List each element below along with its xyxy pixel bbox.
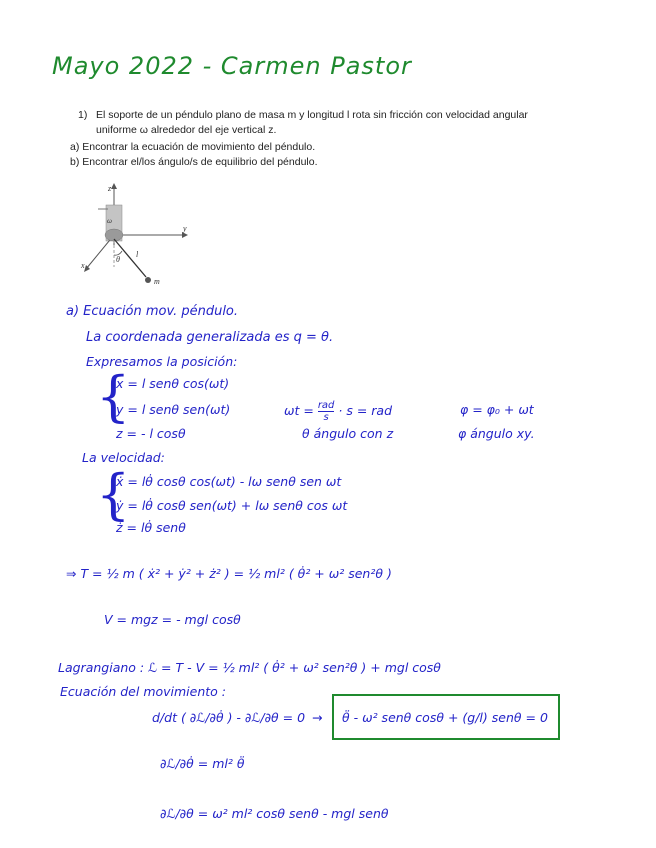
- position-intro: Expresamos la posición:: [86, 354, 238, 369]
- note-wt-num: rad: [317, 400, 335, 411]
- lagrangian: Lagrangiano : ℒ = T - V = ½ ml² ( θ̇² + ω² sen²θ ) + mgl cosθ: [58, 660, 441, 675]
- potential-energy: V = mgz = - mgl cosθ: [104, 612, 241, 627]
- euler-lagrange-equation: d/dt ( ∂ℒ/∂θ̇ ) - ∂ℒ/∂θ = 0: [152, 710, 306, 725]
- partial-l-thetadot: ∂ℒ/∂θ̇ = ml² θ̈: [160, 756, 245, 771]
- velocity-intro: La velocidad:: [82, 450, 165, 465]
- omega-label: ω: [107, 217, 112, 225]
- note-phi-angle: φ ángulo xy.: [458, 426, 535, 441]
- position-brace: {: [96, 365, 131, 428]
- l-label: l: [136, 250, 139, 259]
- pendulum-mass: [145, 277, 151, 283]
- note-wt-b: · s = rad: [338, 403, 393, 418]
- x-arrow-icon: [84, 265, 90, 272]
- partial-l-theta: ∂ℒ/∂θ = ω² ml² cosθ senθ - mgl senθ: [160, 806, 389, 821]
- z-label: z: [108, 184, 112, 193]
- section-a-heading: a) Ecuación mov. péndulo.: [66, 304, 239, 319]
- arrow-icon: →: [312, 710, 323, 725]
- velocity-z: ż = lθ̇ senθ: [116, 520, 186, 535]
- problem-part-a: a) Encontrar la ecuación de movimiento del péndulo.: [70, 141, 316, 153]
- pendulum-figure: [78, 183, 198, 293]
- problem-line-1: El soporte de un péndulo plano de masa m y longitud l rota sin fricción con velocidad angular: [96, 109, 528, 121]
- y-label: y: [183, 224, 187, 233]
- problem-part-b: b) Encontrar el/los ángulo/s de equilibrio del péndulo.: [70, 156, 318, 168]
- z-arrow-icon: [111, 183, 117, 189]
- x-label: x: [81, 261, 85, 270]
- velocity-brace: {: [96, 463, 131, 526]
- theta-label: θ: [116, 255, 120, 264]
- page-title: Mayo 2022 - Carmen Pastor: [52, 52, 412, 80]
- problem-number: 1): [78, 109, 88, 121]
- velocity-y: ẏ = lθ̇ cosθ sen(ωt) + lω senθ cos ωt: [116, 498, 348, 513]
- position-z: z = - l cosθ: [116, 426, 186, 441]
- note-theta: θ ángulo con z: [302, 426, 394, 441]
- equation-of-motion-result: θ̈ - ω² senθ cosθ + (g/l) senθ = 0: [342, 710, 548, 725]
- note-wt-fraction: [318, 400, 335, 423]
- position-x: x = l senθ cos(ωt): [116, 376, 230, 391]
- note-wt-a: ωt =: [284, 403, 314, 418]
- velocity-x: ẋ = lθ̇ cosθ cos(ωt) - lω senθ sen ωt: [116, 474, 342, 489]
- equation-of-motion-intro: Ecuación del movimiento :: [60, 684, 227, 699]
- note-wt-den: s: [323, 412, 329, 423]
- generalized-coordinate: La coordenada generalizada es q = θ.: [86, 330, 334, 345]
- note-phi: φ = φ₀ + ωt: [460, 402, 534, 417]
- kinetic-energy: ⇒ T = ½ m ( ẋ² + ẏ² + ż² ) = ½ ml² ( θ̇² + ω² sen²θ ): [66, 566, 392, 581]
- note-wt: [284, 400, 392, 423]
- position-y: y = l senθ sen(ωt): [116, 402, 231, 417]
- m-label: m: [154, 277, 160, 286]
- problem-line-2: uniforme ω alrededor del eje vertical z.: [96, 124, 277, 136]
